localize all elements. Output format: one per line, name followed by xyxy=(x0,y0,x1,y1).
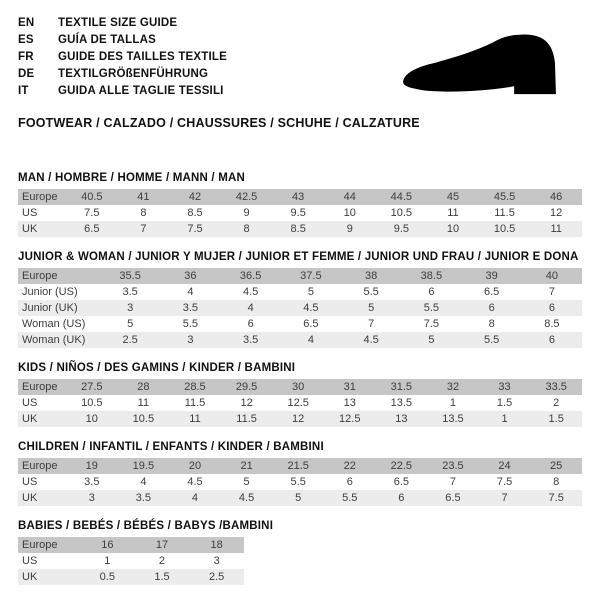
size-value: 37.5 xyxy=(300,270,322,282)
size-value: 11 xyxy=(447,207,459,219)
row-label: US xyxy=(22,207,38,219)
size-value: 6 xyxy=(548,334,555,346)
section-title: CHILDREN / INFANTIL / ENFANTS / KINDER / BAMBINI xyxy=(18,441,324,453)
size-value: 4 xyxy=(307,334,314,346)
size-value: 9 xyxy=(346,223,353,235)
row-label: Woman (US) xyxy=(22,318,86,330)
size-value: 39 xyxy=(485,270,498,282)
size-value: 7 xyxy=(140,223,147,235)
size-value: 11 xyxy=(137,397,150,409)
size-value: 10 xyxy=(446,223,460,235)
size-value: 8 xyxy=(488,318,495,330)
size-value: 2 xyxy=(158,555,166,567)
dress-shoe-icon xyxy=(395,27,573,97)
size-section xyxy=(18,441,582,506)
table-row xyxy=(18,300,582,316)
size-value: 11.5 xyxy=(184,397,206,409)
size-value: 45.5 xyxy=(493,191,516,203)
size-section xyxy=(18,251,582,348)
table-row xyxy=(18,332,582,348)
size-value: 1 xyxy=(501,413,508,425)
size-value: 6.5 xyxy=(84,223,100,235)
row-label: UK xyxy=(22,223,38,235)
size-value: 4 xyxy=(247,302,254,314)
size-value: 7.5 xyxy=(423,318,440,330)
size-value: 7.5 xyxy=(548,492,564,504)
size-value: 5 xyxy=(127,318,134,330)
size-value: 45 xyxy=(446,191,460,203)
table-row xyxy=(18,268,582,284)
table-row xyxy=(18,537,244,553)
size-value: 5.5 xyxy=(290,476,306,488)
table-row xyxy=(18,379,582,395)
size-value: 21 xyxy=(240,460,253,472)
size-value: 8 xyxy=(140,207,147,219)
size-value: 6 xyxy=(398,492,405,504)
size-value: 11.5 xyxy=(236,413,257,425)
size-value: 10.5 xyxy=(81,397,103,409)
size-value: 46 xyxy=(550,191,563,203)
size-value: 4.5 xyxy=(238,492,255,504)
size-value: 43 xyxy=(292,191,305,203)
size-value: 7 xyxy=(368,318,375,330)
size-value: 4.5 xyxy=(242,286,259,298)
size-value: 6 xyxy=(247,318,254,330)
size-value: 6.5 xyxy=(445,492,461,504)
language-title: GUÍA DE TALLAS xyxy=(58,33,156,46)
table-row xyxy=(18,316,582,332)
size-table xyxy=(18,458,582,506)
size-value: 5 xyxy=(307,286,314,298)
size-value: 8 xyxy=(243,223,250,235)
language-code: EN xyxy=(18,16,35,29)
size-value: 17 xyxy=(155,539,169,551)
size-value: 12 xyxy=(292,413,305,425)
size-value: 23.5 xyxy=(442,460,464,472)
size-value: 44 xyxy=(343,191,356,203)
size-value: 7.5 xyxy=(187,223,203,235)
size-value: 1 xyxy=(104,555,111,567)
row-label: US xyxy=(22,476,38,488)
size-value: 5.5 xyxy=(483,334,500,346)
size-value: 6.5 xyxy=(303,318,319,330)
size-value: 22.5 xyxy=(390,460,413,472)
row-label: Woman (UK) xyxy=(22,334,86,346)
size-value: 12.5 xyxy=(287,397,309,409)
size-value: 29.5 xyxy=(235,381,258,393)
size-value: 42 xyxy=(188,191,202,203)
size-value: 4.5 xyxy=(187,476,203,488)
size-value: 9.5 xyxy=(290,207,306,219)
size-value: 6 xyxy=(346,476,353,488)
size-value: 8.5 xyxy=(290,223,306,235)
size-value: 40 xyxy=(545,270,558,282)
size-section xyxy=(18,362,582,427)
language-code: IT xyxy=(18,84,29,97)
size-section xyxy=(18,172,582,237)
size-value: 4 xyxy=(191,492,199,504)
table-row xyxy=(18,205,582,221)
size-value: 3.5 xyxy=(182,302,199,314)
size-value: 10 xyxy=(343,207,356,219)
language-title: TEXTILGRÖßENFÜHRUNG xyxy=(58,67,209,80)
size-value: 5.5 xyxy=(342,492,358,504)
size-value: 5.5 xyxy=(423,302,440,314)
row-label: Europe xyxy=(22,460,58,472)
size-value: 8.5 xyxy=(187,207,203,219)
row-label: Europe xyxy=(22,381,58,393)
size-value: 2.5 xyxy=(209,571,225,583)
size-value: 31.5 xyxy=(390,381,413,393)
language-title: GUIDE DES TAILLES TEXTILE xyxy=(58,50,227,63)
size-value: 44.5 xyxy=(390,191,413,203)
size-value: 1 xyxy=(449,397,457,409)
row-label: US xyxy=(22,397,38,409)
size-section xyxy=(18,520,582,585)
size-value: 10.5 xyxy=(390,207,413,219)
size-table xyxy=(18,268,582,348)
size-value: 11.5 xyxy=(494,207,515,219)
size-value: 28.5 xyxy=(184,381,206,393)
size-value: 3.5 xyxy=(122,286,138,298)
size-value: 38.5 xyxy=(420,270,443,282)
size-value: 7.5 xyxy=(496,476,513,488)
size-value: 5 xyxy=(243,476,250,488)
size-value: 2.5 xyxy=(122,334,138,346)
size-value: 32 xyxy=(446,381,460,393)
size-value: 19 xyxy=(85,460,98,472)
size-value: 7 xyxy=(548,286,555,298)
size-table xyxy=(18,379,582,427)
size-value: 10 xyxy=(85,413,98,425)
table-row xyxy=(18,458,582,474)
size-value: 30 xyxy=(292,381,305,393)
size-value: 1.5 xyxy=(496,397,513,409)
row-label: Junior (UK) xyxy=(22,302,78,314)
row-label: UK xyxy=(22,413,38,425)
table-row xyxy=(18,284,582,300)
row-label: UK xyxy=(22,492,38,504)
size-value: 6 xyxy=(488,302,495,314)
size-value: 1.5 xyxy=(548,413,564,425)
size-value: 8.5 xyxy=(544,318,560,330)
size-value: 12.5 xyxy=(339,413,361,425)
size-value: 13.5 xyxy=(442,413,464,425)
size-value: 33 xyxy=(498,381,511,393)
size-value: 8 xyxy=(553,476,560,488)
size-value: 5 xyxy=(368,302,375,314)
size-value: 20 xyxy=(188,460,202,472)
section-title: JUNIOR & WOMAN / JUNIOR Y MUJER / JUNIOR ET FEMME / JUNIOR UND FRAU / JUNIOR E DONA xyxy=(18,251,579,263)
size-table xyxy=(18,537,244,585)
section-title: KIDS / NIÑOS / DES GAMINS / KINDER / BAMBINI xyxy=(18,362,296,374)
size-value: 36.5 xyxy=(239,270,262,282)
table-row xyxy=(18,189,582,205)
size-value: 6 xyxy=(428,286,435,298)
size-value: 3 xyxy=(127,302,134,314)
language-code: FR xyxy=(18,50,34,63)
table-row xyxy=(18,569,244,585)
size-value: 6.5 xyxy=(483,286,500,298)
size-value: 13.5 xyxy=(390,397,413,409)
row-label: UK xyxy=(22,571,38,583)
size-value: 0.5 xyxy=(99,571,115,583)
size-value: 9 xyxy=(243,207,250,219)
size-value: 9.5 xyxy=(393,223,409,235)
size-value: 5 xyxy=(295,492,302,504)
table-row xyxy=(18,553,244,569)
size-value: 31 xyxy=(343,381,356,393)
size-value: 25 xyxy=(550,460,563,472)
size-value: 28 xyxy=(137,381,150,393)
row-label: Junior (US) xyxy=(22,286,78,298)
size-value: 13 xyxy=(395,413,408,425)
section-title: MAN / HOMBRE / HOMME / MANN / MAN xyxy=(18,172,246,184)
category-title: FOOTWEAR / CALZADO / CHAUSSURES / SCHUHE / CALZATURE xyxy=(18,116,420,130)
language-title: GUIDA ALLE TAGLIE TESSILI xyxy=(58,84,224,97)
size-value: 6.5 xyxy=(393,476,409,488)
size-value: 21.5 xyxy=(287,460,309,472)
size-value: 12 xyxy=(550,207,563,219)
table-row xyxy=(18,221,582,237)
size-value: 24 xyxy=(498,460,511,472)
size-value: 3 xyxy=(187,334,194,346)
size-value: 5.5 xyxy=(182,318,199,330)
size-value: 3 xyxy=(88,492,95,504)
size-value: 1.5 xyxy=(154,571,170,583)
size-value: 11 xyxy=(550,223,562,235)
size-value: 10.5 xyxy=(132,413,155,425)
size-value: 16 xyxy=(101,539,114,551)
size-value: 4.5 xyxy=(363,334,379,346)
size-table xyxy=(18,189,582,237)
size-value: 6 xyxy=(548,302,555,314)
size-value: 35.5 xyxy=(119,270,141,282)
table-row xyxy=(18,490,582,506)
size-value: 4 xyxy=(140,476,147,488)
size-value: 13 xyxy=(343,397,356,409)
size-value: 42.5 xyxy=(235,191,258,203)
row-label: Europe xyxy=(22,539,58,551)
size-value: 10.5 xyxy=(493,223,516,235)
size-value: 5.5 xyxy=(363,286,379,298)
size-value: 5 xyxy=(428,334,435,346)
size-value: 7.5 xyxy=(84,207,100,219)
table-row xyxy=(18,474,582,490)
table-row xyxy=(18,411,582,427)
size-value: 27.5 xyxy=(81,381,103,393)
size-value: 12 xyxy=(240,397,253,409)
size-value: 40.5 xyxy=(81,191,103,203)
size-value: 18 xyxy=(210,539,223,551)
language-title: TEXTILE SIZE GUIDE xyxy=(58,16,178,29)
row-label: US xyxy=(22,555,38,567)
size-value: 36 xyxy=(184,270,197,282)
size-value: 41 xyxy=(137,191,150,203)
size-tables xyxy=(18,172,582,585)
size-value: 2 xyxy=(553,397,560,409)
row-label: Europe xyxy=(22,191,58,203)
size-value: 3.5 xyxy=(242,334,259,346)
size-value: 3.5 xyxy=(84,476,100,488)
size-value: 4 xyxy=(187,286,194,298)
size-value: 3 xyxy=(213,555,220,567)
language-code: DE xyxy=(18,67,35,80)
size-value: 11 xyxy=(189,413,201,425)
size-value: 22 xyxy=(343,460,356,472)
size-value: 19.5 xyxy=(132,460,155,472)
size-value: 3.5 xyxy=(135,492,152,504)
section-title: BABIES / BEBÉS / BÉBÉS / BABYS /BAMBINI xyxy=(18,520,274,532)
size-value: 7 xyxy=(449,476,457,488)
size-value: 7 xyxy=(501,492,508,504)
table-row xyxy=(18,395,582,411)
size-value: 33.5 xyxy=(545,381,567,393)
size-value: 4.5 xyxy=(303,302,319,314)
size-value: 38 xyxy=(365,270,378,282)
row-label: Europe xyxy=(22,270,58,282)
language-code: ES xyxy=(18,33,34,46)
